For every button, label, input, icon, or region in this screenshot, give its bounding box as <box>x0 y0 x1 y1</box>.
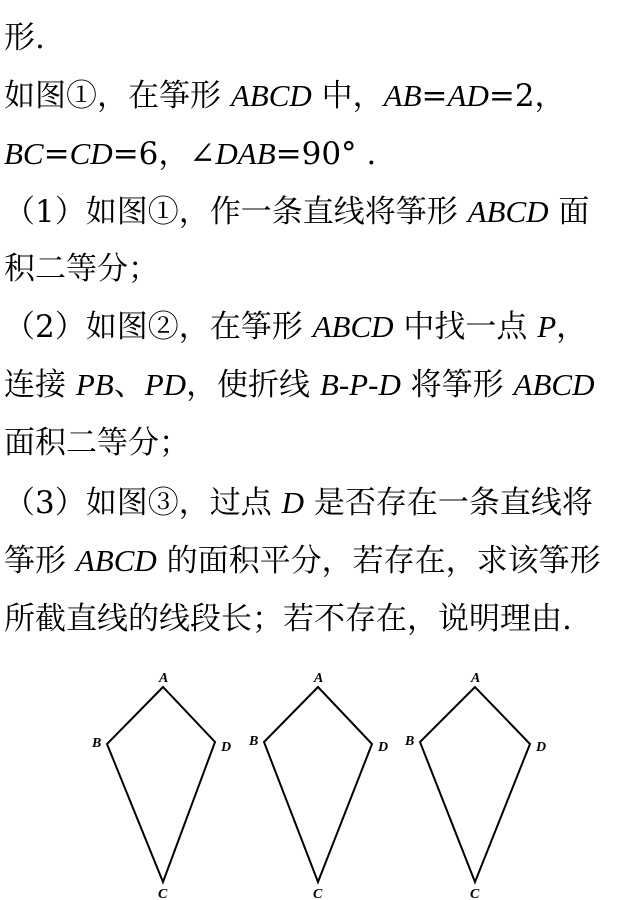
problem-line <box>4 243 159 295</box>
kite-figure-1 <box>91 671 231 900</box>
problem-text-segment: 将筝形 <box>400 367 514 403</box>
problem-text-segment: 面积二等分； <box>4 425 190 461</box>
problem-line <box>4 477 593 529</box>
math-symbol: PB <box>75 367 114 402</box>
problem-line <box>4 70 566 122</box>
math-symbol: B-P-D <box>319 367 401 402</box>
problem-text-segment: ， <box>556 309 588 345</box>
problem-text-segment: 中， <box>311 78 384 114</box>
math-symbol: AD <box>447 78 489 113</box>
math-symbol: DAB <box>215 136 276 171</box>
problem-text-segment: 是否存在一条直线将 <box>303 485 593 521</box>
problem-text-segment: 、 <box>113 367 145 403</box>
problem-text-segment: =90° . <box>275 136 377 172</box>
kite-outline <box>420 687 530 882</box>
vertex-label-a: A <box>159 671 169 686</box>
problem-line <box>4 301 587 353</box>
vertex-label-b: B <box>92 736 102 751</box>
vertex-label-a: A <box>471 671 481 686</box>
vertex-label-a: A <box>314 671 324 686</box>
math-symbol: CD <box>69 136 113 171</box>
problem-text-segment: 积二等分； <box>4 251 159 287</box>
problem-text-segment: 所截直线的线段长；若不存在，说明理由. <box>4 601 572 637</box>
problem-text-segment: 面 <box>548 194 590 230</box>
problem-text-segment: = <box>421 78 448 114</box>
math-symbol: ABCD <box>312 309 394 344</box>
math-symbol: D <box>281 485 304 520</box>
vertex-label-d: D <box>378 740 389 755</box>
vertex-label-c: C <box>470 887 480 900</box>
problem-text-segment: （3）如图③，过点 <box>4 485 282 521</box>
math-symbol: ABCD <box>467 194 549 229</box>
problem-line <box>4 535 601 587</box>
problem-line <box>4 186 589 238</box>
problem-text-segment: 连接 <box>4 367 76 403</box>
problem-text-segment: =2， <box>488 78 566 114</box>
problem-line <box>4 12 45 64</box>
problem-text-segment: 如图①，在筝形 <box>4 78 231 114</box>
vertex-label-d: D <box>536 740 547 755</box>
math-symbol: BC <box>4 136 44 171</box>
math-symbol: ABCD <box>513 367 595 402</box>
math-symbol: ABCD <box>75 543 157 578</box>
problem-text-segment: ，使折线 <box>186 367 320 403</box>
vertex-label-b: B <box>405 734 415 749</box>
math-symbol: AB <box>383 78 422 113</box>
problem-text-segment: （1）如图①，作一条直线将筝形 <box>4 194 468 230</box>
kite-figures <box>0 660 640 900</box>
vertex-label-d: D <box>221 740 232 755</box>
problem-text-segment: 筝形 <box>4 543 76 579</box>
problem-text-segment: 的面积平分，若存在，求该筝形 <box>156 543 601 579</box>
problem-line <box>4 593 572 645</box>
kite-figure-3 <box>404 671 546 900</box>
problem-line <box>4 417 190 469</box>
math-symbol: P <box>537 309 557 344</box>
problem-text-segment: 形. <box>4 20 45 56</box>
problem-text-segment: = <box>43 136 70 172</box>
problem-line <box>4 359 594 411</box>
problem-text-segment: （2）如图②，在筝形 <box>4 309 313 345</box>
vertex-label-c: C <box>158 887 168 900</box>
vertex-label-c: C <box>313 887 323 900</box>
math-symbol: PD <box>144 367 187 402</box>
math-symbol: ABCD <box>230 78 312 113</box>
kite-outline <box>107 687 215 882</box>
vertex-label-b: B <box>249 734 259 749</box>
kite-figure-2 <box>248 671 388 900</box>
problem-text-segment: 中找一点 <box>393 309 538 345</box>
kite-outline <box>264 687 372 882</box>
problem-line <box>4 128 376 180</box>
problem-text-segment: =6，∠ <box>112 136 216 172</box>
